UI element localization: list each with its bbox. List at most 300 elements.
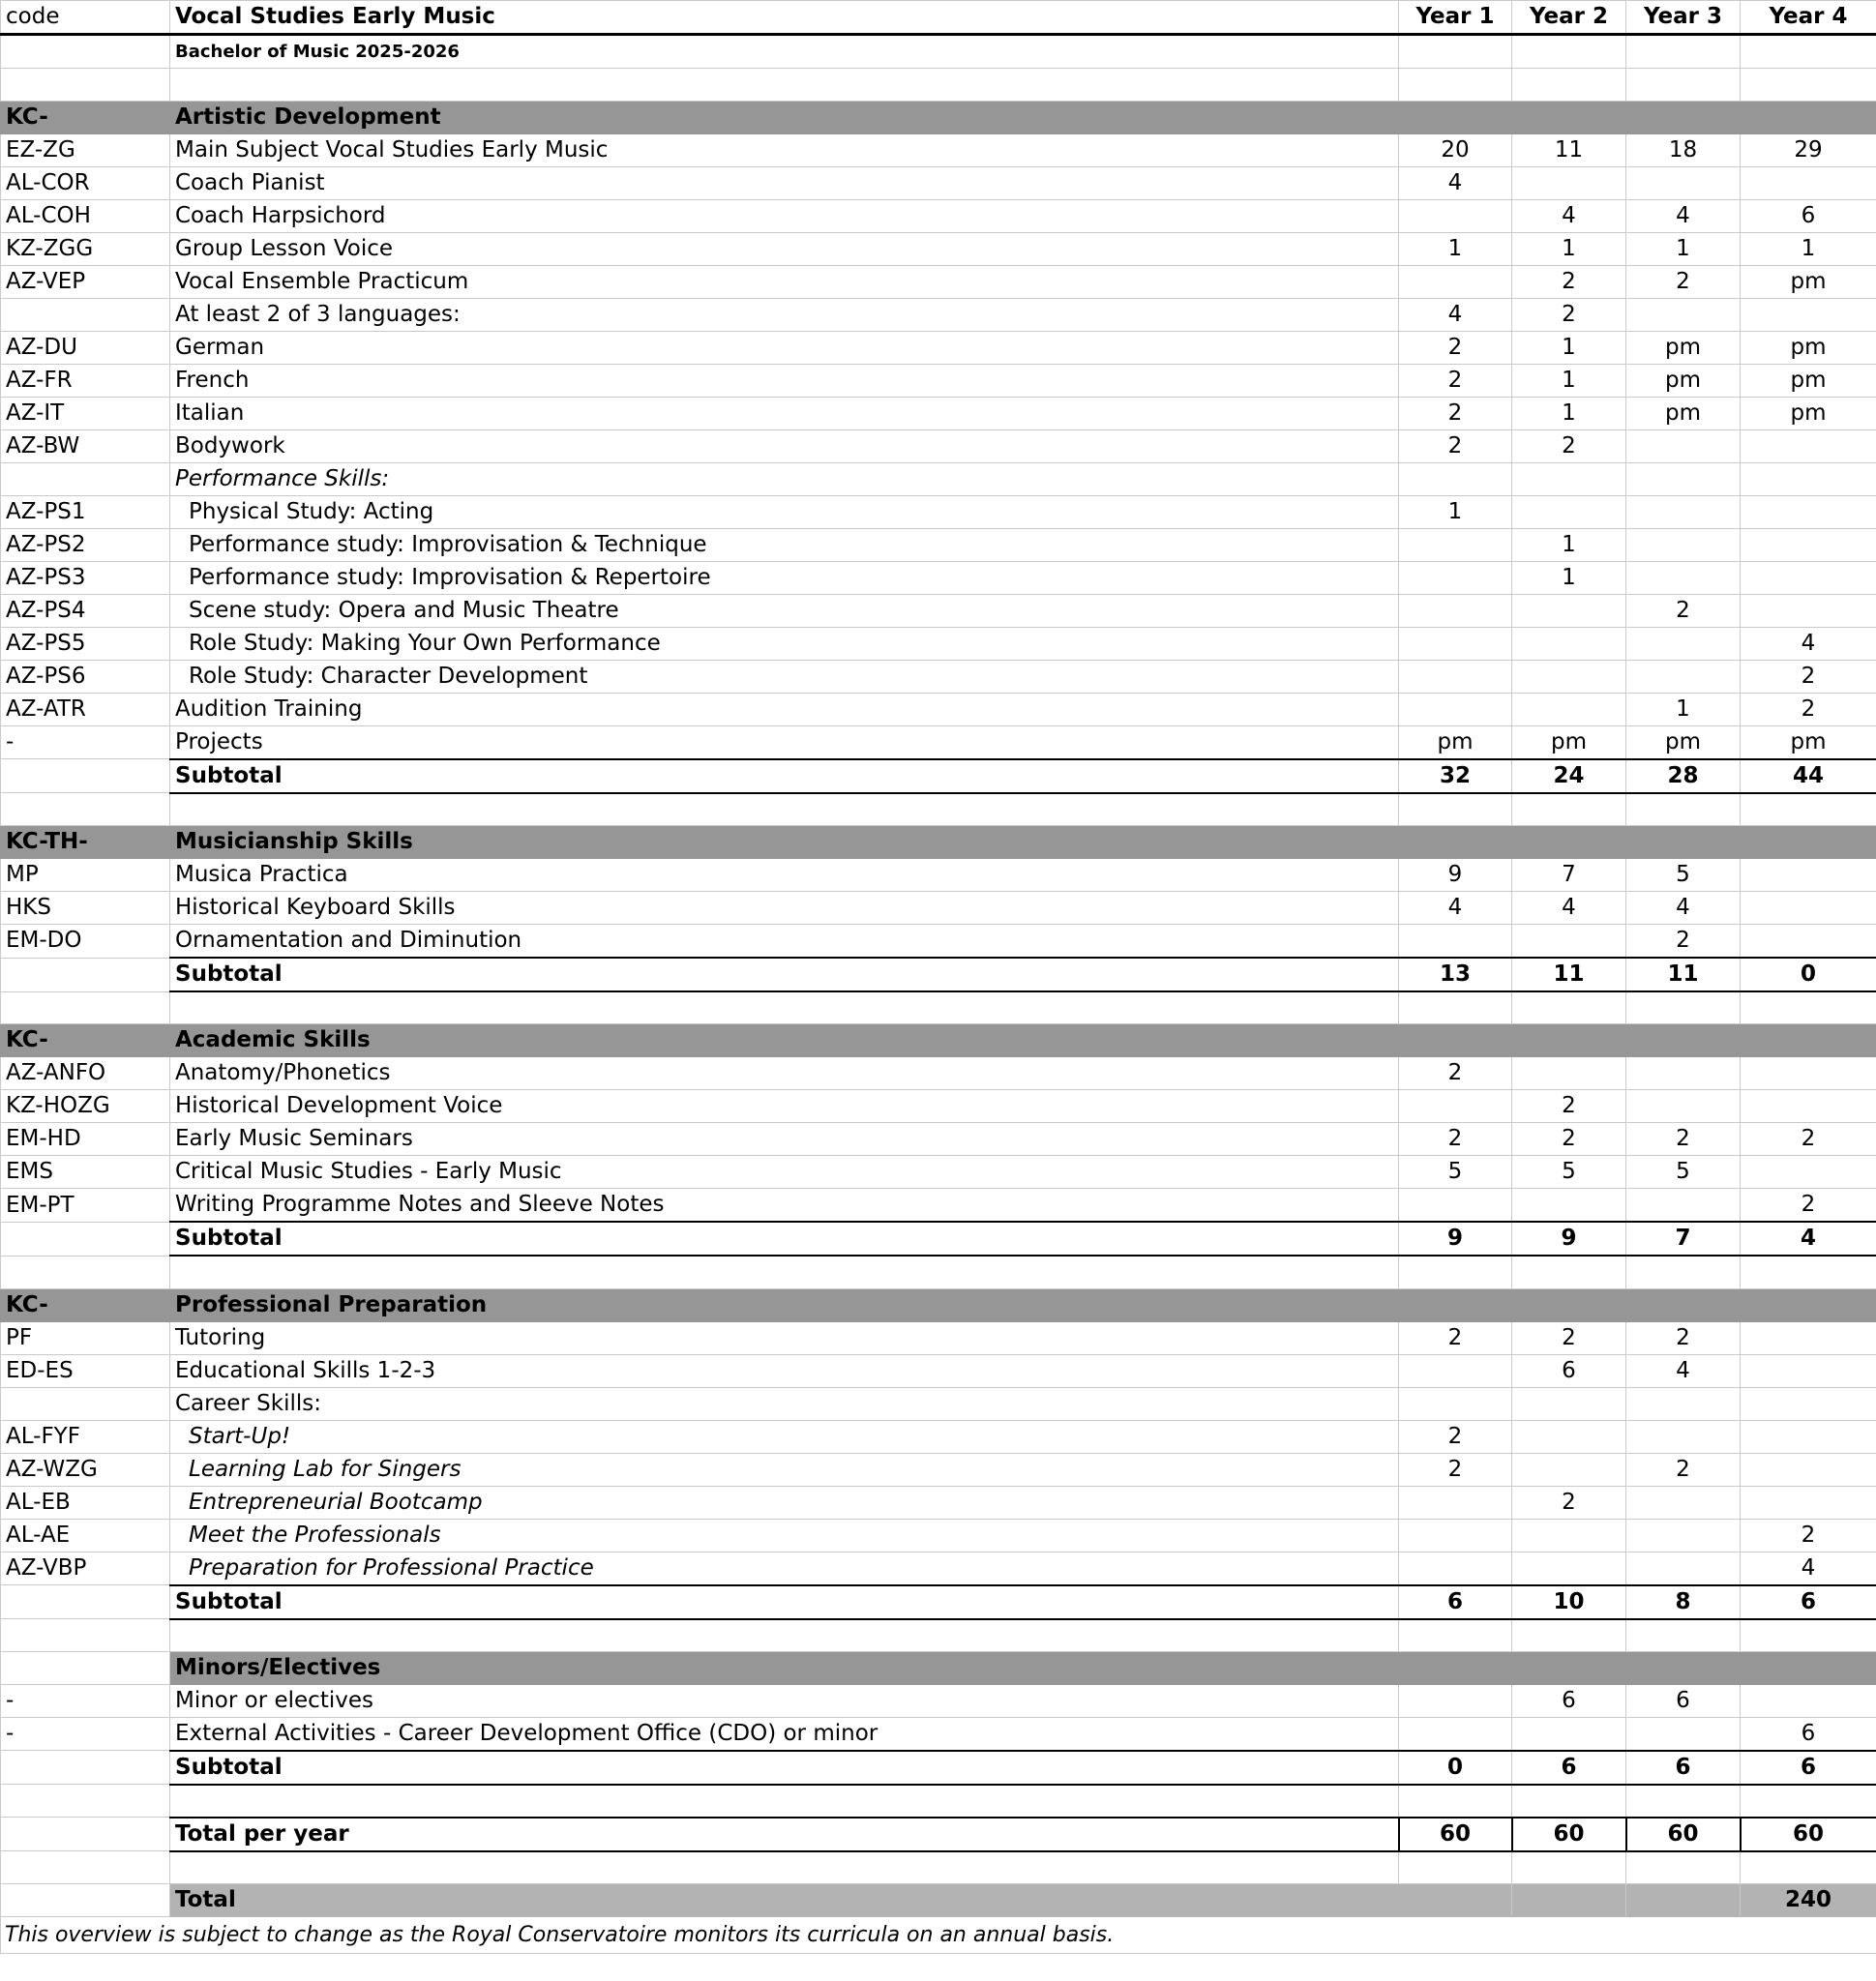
- grand-total-filler: [1512, 1884, 1626, 1917]
- course-code: EM-HD: [1, 1123, 170, 1156]
- empty-cell: [1626, 793, 1741, 826]
- course-credits-year-2: [1512, 627, 1626, 660]
- course-credits-year-1: 9: [1399, 859, 1512, 892]
- course-credits-year-3: 18: [1626, 133, 1741, 166]
- total-year-3: 60: [1626, 1818, 1741, 1851]
- course-credits-year-4: [1741, 859, 1876, 892]
- section-header-filler: [1741, 101, 1876, 133]
- course-credits-year-1: [1399, 693, 1512, 725]
- course-code: AZ-PS3: [1, 561, 170, 594]
- course-credits-year-2: 2: [1512, 429, 1626, 462]
- course-code: HKS: [1, 892, 170, 925]
- subtotal-row: [1, 1751, 1876, 1785]
- empty-cell: [1, 1256, 170, 1288]
- subtotal-row: [1, 759, 1876, 793]
- course-credits-year-1: 2: [1399, 331, 1512, 364]
- course-credits-year-4: [1741, 1156, 1876, 1189]
- subtotal-label: Subtotal: [170, 1751, 1399, 1785]
- course-credits-year-1: 2: [1399, 1321, 1512, 1354]
- course-credits-year-2: 6: [1512, 1354, 1626, 1387]
- section-header-filler: [1399, 826, 1512, 859]
- section-code: KC-: [1, 1024, 170, 1057]
- course-credits-year-4: pm: [1741, 397, 1876, 429]
- empty-cell: [1399, 793, 1512, 826]
- course-credits-year-2: [1512, 1189, 1626, 1223]
- subtotal-year-1: 0: [1399, 1751, 1512, 1785]
- section-header-filler: [1399, 101, 1512, 133]
- course-name: Career Skills:: [170, 1387, 1399, 1420]
- subtotal-year-3: 28: [1626, 759, 1741, 793]
- programme-title: Vocal Studies Early Music: [170, 1, 1399, 35]
- grand-total-value: 240: [1741, 1884, 1876, 1917]
- course-credits-year-1: [1399, 1387, 1512, 1420]
- course-code: AZ-PS4: [1, 594, 170, 627]
- course-credits-year-2: 2: [1512, 1486, 1626, 1519]
- course-name: Main Subject Vocal Studies Early Music: [170, 133, 1399, 166]
- course-credits-year-3: [1626, 1420, 1741, 1453]
- course-credits-year-2: [1512, 660, 1626, 693]
- course-code: MP: [1, 859, 170, 892]
- section-code: KC-: [1, 101, 170, 133]
- course-row: [1, 1519, 1876, 1552]
- course-row: [1, 1057, 1876, 1090]
- subtotal-year-4: 4: [1741, 1222, 1876, 1256]
- empty-cell: [1, 991, 170, 1024]
- section-header-filler: [1741, 1288, 1876, 1321]
- course-name: Vocal Ensemble Practicum: [170, 265, 1399, 298]
- course-credits-year-2: 4: [1512, 892, 1626, 925]
- year-3-header: Year 3: [1626, 1, 1741, 35]
- course-row: [1, 693, 1876, 725]
- course-name: Writing Programme Notes and Sleeve Notes: [170, 1189, 1399, 1223]
- course-credits-year-3: 2: [1626, 1321, 1741, 1354]
- course-credits-year-3: [1626, 462, 1741, 495]
- section-header-filler: [1741, 1651, 1876, 1684]
- course-code: KZ-ZGG: [1, 232, 170, 265]
- blank-row: [1, 793, 1876, 826]
- course-name: Musica Practica: [170, 859, 1399, 892]
- course-credits-year-2: [1512, 693, 1626, 725]
- course-credits-year-2: [1512, 925, 1626, 959]
- grand-total-filler: [1399, 1884, 1512, 1917]
- course-credits-year-2: 2: [1512, 1090, 1626, 1123]
- course-credits-year-3: 2: [1626, 265, 1741, 298]
- course-row: [1, 594, 1876, 627]
- table-header-row: [1, 1, 1876, 35]
- section-header-filler: [1512, 1024, 1626, 1057]
- course-credits-year-3: pm: [1626, 364, 1741, 397]
- course-credits-year-1: 2: [1399, 1057, 1512, 1090]
- course-code: EZ-ZG: [1, 133, 170, 166]
- course-credits-year-1: 2: [1399, 397, 1512, 429]
- subtotal-year-1: 13: [1399, 958, 1512, 991]
- section-code: KC-TH-: [1, 826, 170, 859]
- course-row: [1, 1717, 1876, 1751]
- course-credits-year-3: pm: [1626, 725, 1741, 759]
- course-credits-year-2: pm: [1512, 725, 1626, 759]
- course-credits-year-4: 4: [1741, 1552, 1876, 1585]
- empty-cell: [170, 1619, 1399, 1652]
- course-name: French: [170, 364, 1399, 397]
- footnote: This overview is subject to change as the Royal Conservatoire monitors its curricula on an annual basis.: [1, 1917, 1876, 1954]
- course-credits-year-4: [1741, 925, 1876, 959]
- course-code: KZ-HOZG: [1, 1090, 170, 1123]
- subtotal-year-4: 0: [1741, 958, 1876, 991]
- course-row: [1, 1189, 1876, 1223]
- empty-cell: [1741, 1256, 1876, 1288]
- course-row: [1, 528, 1876, 561]
- course-credits-year-3: [1626, 660, 1741, 693]
- empty-cell: [1, 1884, 170, 1917]
- course-row: [1, 1420, 1876, 1453]
- course-credits-year-3: [1626, 1189, 1741, 1223]
- course-row: [1, 660, 1876, 693]
- course-credits-year-4: [1741, 1684, 1876, 1717]
- course-credits-year-1: [1399, 1552, 1512, 1585]
- course-name: Start-Up!: [170, 1420, 1399, 1453]
- course-credits-year-4: [1741, 594, 1876, 627]
- course-code: AZ-VEP: [1, 265, 170, 298]
- course-code: [1, 462, 170, 495]
- grand-total-label: Total: [170, 1884, 1399, 1917]
- subtotal-label: Subtotal: [170, 958, 1399, 991]
- course-row: [1, 561, 1876, 594]
- section-title: Artistic Development: [170, 101, 1399, 133]
- course-name: At least 2 of 3 languages:: [170, 298, 1399, 331]
- course-credits-year-2: 4: [1512, 199, 1626, 232]
- blank-row: [1, 991, 1876, 1024]
- course-credits-year-4: [1741, 1486, 1876, 1519]
- section-header-filler: [1512, 1288, 1626, 1321]
- course-credits-year-4: [1741, 1453, 1876, 1486]
- course-credits-year-3: 4: [1626, 199, 1741, 232]
- course-row: [1, 1123, 1876, 1156]
- empty-cell: [1741, 991, 1876, 1024]
- course-code: AL-FYF: [1, 1420, 170, 1453]
- course-name: Performance Skills:: [170, 462, 1399, 495]
- empty-cell: [1512, 1256, 1626, 1288]
- course-credits-year-3: [1626, 1057, 1741, 1090]
- total-per-year-label: Total per year: [170, 1818, 1399, 1851]
- course-credits-year-3: [1626, 627, 1741, 660]
- empty-cell: [1399, 1785, 1512, 1818]
- course-credits-year-4: 2: [1741, 1189, 1876, 1223]
- empty-cell: [1, 958, 170, 991]
- course-code: EMS: [1, 1156, 170, 1189]
- subtotal-year-1: 9: [1399, 1222, 1512, 1256]
- empty-cell: [1, 1619, 170, 1652]
- course-credits-year-2: 1: [1512, 232, 1626, 265]
- course-credits-year-4: pm: [1741, 364, 1876, 397]
- section-title: Minors/Electives: [170, 1651, 1399, 1684]
- course-credits-year-1: [1399, 1717, 1512, 1751]
- course-row: [1, 166, 1876, 199]
- course-code: -: [1, 1717, 170, 1751]
- year-2-header: Year 2: [1512, 1, 1626, 35]
- course-credits-year-1: 2: [1399, 1123, 1512, 1156]
- empty-cell: [1512, 991, 1626, 1024]
- course-name: Tutoring: [170, 1321, 1399, 1354]
- empty-cell: [1399, 1619, 1512, 1652]
- empty-cell: [1626, 35, 1741, 69]
- course-credits-year-2: 6: [1512, 1684, 1626, 1717]
- empty-cell: [170, 1851, 1399, 1884]
- course-credits-year-3: [1626, 1090, 1741, 1123]
- empty-cell: [1741, 69, 1876, 102]
- course-credits-year-1: 1: [1399, 232, 1512, 265]
- course-code: AL-COR: [1, 166, 170, 199]
- empty-cell: [1, 1751, 170, 1785]
- empty-cell: [1, 1851, 170, 1884]
- course-credits-year-3: 2: [1626, 1453, 1741, 1486]
- course-credits-year-4: [1741, 1090, 1876, 1123]
- course-credits-year-4: [1741, 429, 1876, 462]
- section-header-row: [1, 1024, 1876, 1057]
- course-credits-year-4: [1741, 1354, 1876, 1387]
- course-credits-year-2: [1512, 1420, 1626, 1453]
- course-code: AZ-PS6: [1, 660, 170, 693]
- course-row: [1, 1552, 1876, 1585]
- course-credits-year-1: 4: [1399, 892, 1512, 925]
- course-name: Performance study: Improvisation & Repertoire: [170, 561, 1399, 594]
- empty-cell: [1626, 1256, 1741, 1288]
- course-credits-year-2: [1512, 462, 1626, 495]
- course-credits-year-3: [1626, 528, 1741, 561]
- empty-cell: [1626, 69, 1741, 102]
- course-credits-year-1: [1399, 594, 1512, 627]
- empty-cell: [170, 1785, 1399, 1818]
- section-header-filler: [1626, 101, 1741, 133]
- course-credits-year-4: 6: [1741, 199, 1876, 232]
- course-credits-year-1: 2: [1399, 364, 1512, 397]
- course-code: AZ-VBP: [1, 1552, 170, 1585]
- section-header-filler: [1512, 826, 1626, 859]
- section-header-filler: [1626, 826, 1741, 859]
- subtotal-year-3: 6: [1626, 1751, 1741, 1785]
- subtotal-year-4: 6: [1741, 1751, 1876, 1785]
- empty-cell: [1626, 1851, 1741, 1884]
- course-row: [1, 462, 1876, 495]
- empty-cell: [1, 35, 170, 69]
- section-title: Academic Skills: [170, 1024, 1399, 1057]
- course-credits-year-4: [1741, 1420, 1876, 1453]
- course-credits-year-3: [1626, 495, 1741, 528]
- section-header-filler: [1512, 1651, 1626, 1684]
- course-credits-year-3: pm: [1626, 331, 1741, 364]
- section-title: Musicianship Skills: [170, 826, 1399, 859]
- total-per-year-row: [1, 1818, 1876, 1851]
- footnote-row: [1, 1917, 1876, 1954]
- empty-cell: [1, 759, 170, 793]
- section-code: [1, 1651, 170, 1684]
- course-credits-year-1: 20: [1399, 133, 1512, 166]
- course-credits-year-4: [1741, 462, 1876, 495]
- blank-row: [1, 1619, 1876, 1652]
- section-header-filler: [1399, 1024, 1512, 1057]
- empty-cell: [1512, 35, 1626, 69]
- course-name: Performance study: Improvisation & Technique: [170, 528, 1399, 561]
- course-credits-year-1: 2: [1399, 1420, 1512, 1453]
- empty-cell: [1512, 69, 1626, 102]
- course-credits-year-2: 11: [1512, 133, 1626, 166]
- course-credits-year-1: [1399, 660, 1512, 693]
- section-title: Professional Preparation: [170, 1288, 1399, 1321]
- course-credits-year-1: [1399, 1189, 1512, 1223]
- course-code: -: [1, 1684, 170, 1717]
- course-credits-year-3: 1: [1626, 693, 1741, 725]
- empty-cell: [1399, 35, 1512, 69]
- total-year-2: 60: [1512, 1818, 1626, 1851]
- course-credits-year-3: 4: [1626, 892, 1741, 925]
- course-credits-year-3: [1626, 429, 1741, 462]
- total-year-4: 60: [1741, 1818, 1876, 1851]
- course-row: [1, 892, 1876, 925]
- section-header-filler: [1626, 1024, 1741, 1057]
- course-credits-year-4: [1741, 1321, 1876, 1354]
- course-row: [1, 859, 1876, 892]
- course-row: [1, 1354, 1876, 1387]
- course-name: Ornamentation and Diminution: [170, 925, 1399, 959]
- course-credits-year-4: 2: [1741, 1123, 1876, 1156]
- course-credits-year-1: [1399, 1090, 1512, 1123]
- subtotal-year-2: 9: [1512, 1222, 1626, 1256]
- course-credits-year-4: [1741, 528, 1876, 561]
- section-header-filler: [1626, 1651, 1741, 1684]
- subtotal-row: [1, 958, 1876, 991]
- course-credits-year-2: [1512, 1717, 1626, 1751]
- section-header-row: [1, 1288, 1876, 1321]
- programme-subtitle: Bachelor of Music 2025-2026: [170, 35, 1399, 69]
- course-row: [1, 925, 1876, 959]
- course-code: [1, 1387, 170, 1420]
- course-code: PF: [1, 1321, 170, 1354]
- course-credits-year-1: 5: [1399, 1156, 1512, 1189]
- subtotal-year-2: 11: [1512, 958, 1626, 991]
- year-1-header: Year 1: [1399, 1, 1512, 35]
- blank-row: [1, 1851, 1876, 1884]
- course-credits-year-4: [1741, 495, 1876, 528]
- course-name: Bodywork: [170, 429, 1399, 462]
- course-code: ED-ES: [1, 1354, 170, 1387]
- course-credits-year-1: [1399, 925, 1512, 959]
- empty-cell: [1741, 1851, 1876, 1884]
- section-header-row: [1, 826, 1876, 859]
- course-credits-year-2: 1: [1512, 528, 1626, 561]
- empty-cell: [170, 793, 1399, 826]
- empty-cell: [1399, 991, 1512, 1024]
- empty-cell: [1512, 793, 1626, 826]
- course-row: [1, 725, 1876, 759]
- course-name: Role Study: Making Your Own Performance: [170, 627, 1399, 660]
- course-name: External Activities - Career Development Office (CDO) or minor: [170, 1717, 1399, 1751]
- section-header-row: [1, 101, 1876, 133]
- course-credits-year-1: 2: [1399, 429, 1512, 462]
- course-credits-year-3: 2: [1626, 925, 1741, 959]
- course-name: Critical Music Studies - Early Music: [170, 1156, 1399, 1189]
- course-credits-year-3: [1626, 1717, 1741, 1751]
- empty-cell: [170, 1256, 1399, 1288]
- subtotal-year-3: 8: [1626, 1585, 1741, 1619]
- section-header-filler: [1399, 1651, 1512, 1684]
- course-credits-year-2: 7: [1512, 859, 1626, 892]
- blank-row: [1, 69, 1876, 102]
- course-credits-year-4: [1741, 166, 1876, 199]
- course-name: German: [170, 331, 1399, 364]
- course-row: [1, 298, 1876, 331]
- course-credits-year-3: [1626, 1486, 1741, 1519]
- course-row: [1, 1684, 1876, 1717]
- grand-total-row: [1, 1884, 1876, 1917]
- section-header-filler: [1626, 1288, 1741, 1321]
- course-name: Historical Keyboard Skills: [170, 892, 1399, 925]
- course-row: [1, 364, 1876, 397]
- course-credits-year-2: [1512, 1453, 1626, 1486]
- course-credits-year-3: 5: [1626, 859, 1741, 892]
- course-credits-year-1: [1399, 462, 1512, 495]
- course-code: EM-DO: [1, 925, 170, 959]
- course-code: AZ-WZG: [1, 1453, 170, 1486]
- course-name: Early Music Seminars: [170, 1123, 1399, 1156]
- course-credits-year-2: [1512, 495, 1626, 528]
- subtotal-year-1: 6: [1399, 1585, 1512, 1619]
- course-code: AL-EB: [1, 1486, 170, 1519]
- course-name: Learning Lab for Singers: [170, 1453, 1399, 1486]
- subtotal-year-3: 11: [1626, 958, 1741, 991]
- course-credits-year-2: 1: [1512, 397, 1626, 429]
- empty-cell: [1399, 1851, 1512, 1884]
- course-credits-year-4: 2: [1741, 660, 1876, 693]
- empty-cell: [1741, 1619, 1876, 1652]
- course-code: EM-PT: [1, 1189, 170, 1223]
- course-credits-year-4: pm: [1741, 331, 1876, 364]
- course-credits-year-1: pm: [1399, 725, 1512, 759]
- course-name: Audition Training: [170, 693, 1399, 725]
- subtotal-year-4: 44: [1741, 759, 1876, 793]
- empty-cell: [1399, 69, 1512, 102]
- empty-cell: [1512, 1785, 1626, 1818]
- blank-row: [1, 1256, 1876, 1288]
- course-credits-year-3: 1: [1626, 232, 1741, 265]
- subtotal-label: Subtotal: [170, 1585, 1399, 1619]
- course-credits-year-1: [1399, 1354, 1512, 1387]
- subtotal-label: Subtotal: [170, 1222, 1399, 1256]
- course-credits-year-4: 1: [1741, 232, 1876, 265]
- course-credits-year-1: 1: [1399, 495, 1512, 528]
- course-row: [1, 199, 1876, 232]
- grand-total-filler: [1626, 1884, 1741, 1917]
- total-year-1: 60: [1399, 1818, 1512, 1851]
- course-name: Group Lesson Voice: [170, 232, 1399, 265]
- subtotal-year-2: 10: [1512, 1585, 1626, 1619]
- course-row: [1, 1321, 1876, 1354]
- course-credits-year-3: [1626, 1387, 1741, 1420]
- course-name: Historical Development Voice: [170, 1090, 1399, 1123]
- empty-cell: [1, 1222, 170, 1256]
- empty-cell: [1512, 1619, 1626, 1652]
- course-row: [1, 627, 1876, 660]
- course-credits-year-3: 2: [1626, 594, 1741, 627]
- course-row: [1, 265, 1876, 298]
- course-credits-year-1: [1399, 265, 1512, 298]
- section-header-row: [1, 1651, 1876, 1684]
- course-row: [1, 1090, 1876, 1123]
- course-credits-year-2: [1512, 166, 1626, 199]
- subtotal-year-2: 24: [1512, 759, 1626, 793]
- course-code: AZ-DU: [1, 331, 170, 364]
- empty-cell: [1741, 1785, 1876, 1818]
- course-name: Scene study: Opera and Music Theatre: [170, 594, 1399, 627]
- course-credits-year-1: [1399, 199, 1512, 232]
